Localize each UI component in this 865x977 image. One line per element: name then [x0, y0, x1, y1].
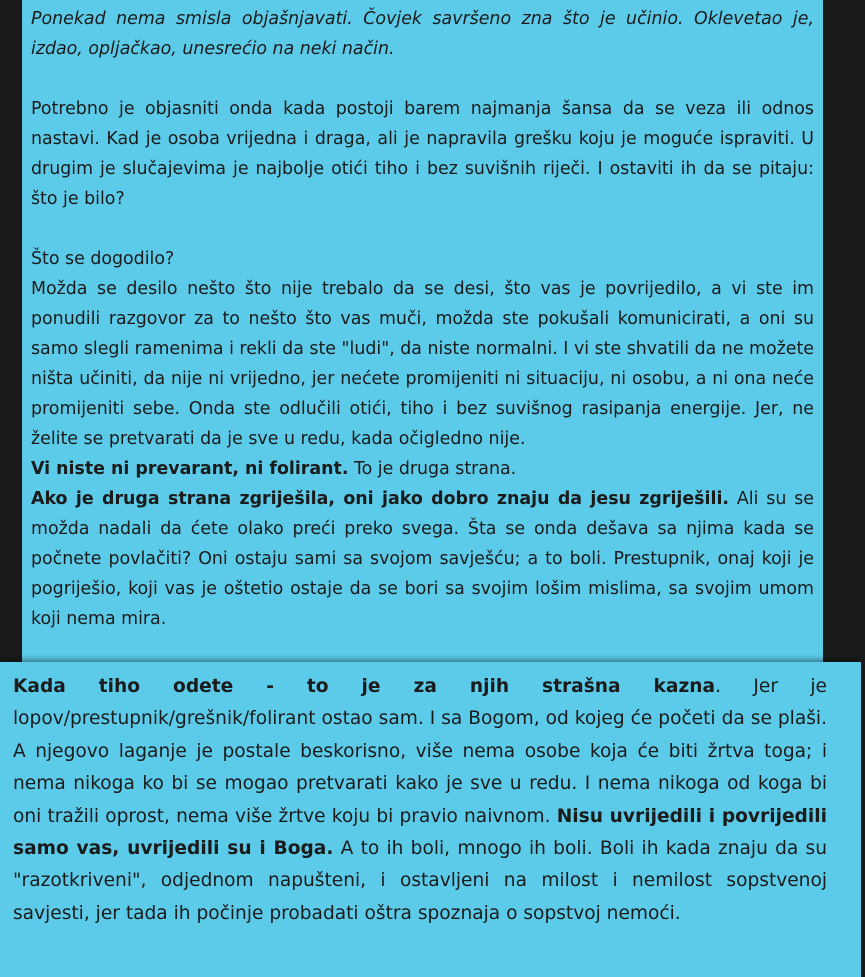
- lead-tail: . Jer je lopov/prestupnik/grešnik/folirant ostao sam. I sa Bogom, od kojeg će početi da se plaši. A njegovo laganje je postale beskorisno, više nema osobe koja će biti žrtva toga; i nema nikoga ko bi se mogao pretvarati kako je sve u redu. I nema nikoga od koga bi oni tražili oprost, nema više žrtve koju bi pravio naivnom.: [13, 676, 827, 827]
- intro-paragraph: Ponekad nema smisla objašnjavati. Čovjek savršeno zna što je učinio. Oklevetao je, izdao, opljačkao, unesrećio na neki način.: [31, 9, 814, 59]
- bold-statement: Vi niste ni prevarant, ni folirant.: [31, 459, 349, 479]
- right-edge: [861, 662, 865, 977]
- paragraph-spacer: [31, 214, 814, 244]
- paragraph-maybe: Možda se desilo nešto što nije trebalo da se desi, što vas je povrijedilo, a vi ste im ponudili razgovor za to nešto što vas muči, možda ste pokušali komunicirati, a oni su samo slegli ramenima i rekli da ste "ludi", da niste normalni. I vi ste shvatili da ne možete ništa učiniti, da nije ni vrijedno, jer nećete promijeniti ni situaciju, ni osobu, a ni ona neće promijeniti sebe. Onda ste odlučili otići, tiho i bez suvišnog rasipanja energije. Jer, ne želite se pretvarati da je sve u redu, kada očigledno nije.: [31, 279, 814, 449]
- bold-mid: Nisu uvrijedili i povrijedili samo vas, uvrijedili su i Boga.: [13, 805, 827, 860]
- upper-text-panel: [22, 0, 823, 662]
- paragraph-not-cheater: [31, 454, 814, 484]
- paragraph-spacer: [31, 64, 814, 94]
- statement-tail: Ali su se možda nadali da ćete olako preći preko svega. Šta se onda dešava sa njima kada se počnete povlačiti? Oni ostaju sami sa svojom savješću; a to boli. Prestupnik, onaj koji je pogriješio, koji vas je oštetio ostaje da se bori sa svojim lošim mislima, sa svojim umom koji nema mira.: [31, 489, 814, 629]
- paragraph-punishment: [13, 671, 827, 930]
- paragraph-other-side: [31, 484, 814, 634]
- bold-lead: Kada tiho odete - to je za njih strašna kazna: [13, 676, 716, 697]
- paragraph-explain: Potrebno je objasniti onda kada postoji barem najmanja šansa da se veza ili odnos nastavi. Kad je osoba vrijedna i draga, ali je napravila grešku koju je moguće ispraviti. U drugim je slučajevima je najbolje otići tiho i bez suvišnih riječi. I ostaviti ih da se pitaju: što je bilo?: [31, 99, 814, 209]
- mid-tail: A to ih boli, mnogo ih boli. Boli ih kada znaju da su "razotkriveni", odjednom napušteni, i ostavljeni na milost i nemilost sopstvenoj savjesti, jer tada ih počinje probadati oštra spoznaja o sopstvoj nemoći.: [13, 838, 828, 924]
- question-line: Što se dogodilo?: [31, 249, 175, 269]
- statement-tail: To je druga strana.: [348, 459, 517, 479]
- bold-statement: Ako je druga strana zgriješila, oni jako dobro znaju da jesu zgriješili.: [31, 489, 730, 509]
- lower-text-panel: [0, 662, 861, 977]
